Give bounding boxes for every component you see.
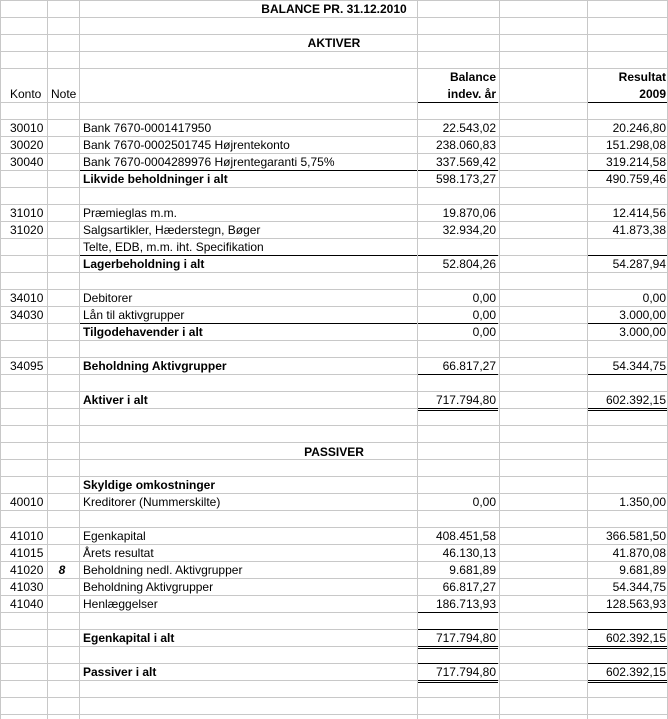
header-row-2: [0, 86, 668, 103]
konto-cell: 30010: [10, 121, 44, 135]
resultat-value: 366.581,50: [605, 529, 666, 543]
total-underline: [418, 646, 498, 647]
balance-value: 0,00: [472, 495, 496, 509]
balance-value: 238.060,83: [435, 138, 496, 152]
resultat-value: 490.759,46: [605, 172, 666, 186]
total-underline: [588, 646, 667, 647]
konto-header: Konto: [10, 87, 42, 101]
konto-cell: 40010: [10, 495, 44, 509]
total-underline: [588, 629, 667, 630]
total-underline: [418, 410, 498, 411]
balance-value: 0,00: [472, 325, 496, 339]
note-cell: [48, 528, 76, 545]
balance-value: 337.569,42: [435, 155, 496, 169]
grid-line: [0, 425, 668, 426]
total-underline: [588, 663, 667, 664]
balance-value: 46.130,13: [442, 546, 496, 560]
note-cell: [48, 324, 76, 341]
total-underline: [418, 629, 498, 630]
total-underline: [418, 648, 498, 649]
total-underline: [418, 408, 498, 409]
note-cell: [48, 307, 76, 324]
table-row: [0, 205, 668, 222]
table-row: [0, 494, 668, 511]
table-row: [0, 256, 668, 273]
sum-underline: [418, 374, 498, 375]
description-cell: Tilgodehavender i alt: [83, 325, 203, 339]
description-cell: Henlæggelser: [83, 597, 158, 611]
resultat-value: 3.000,00: [619, 325, 666, 339]
passiver-heading: PASSIVER: [304, 445, 364, 459]
grid-line: [0, 697, 668, 698]
resultat-value: 54.344,75: [612, 580, 666, 594]
table-row: [0, 528, 668, 545]
table-row: [0, 545, 668, 562]
table-row: [0, 171, 668, 188]
page-title: BALANCE PR. 31.12.2010: [261, 2, 407, 16]
note-header: Note: [51, 87, 77, 101]
resultat-value: 0,00: [642, 291, 666, 305]
sum-underline: [588, 612, 667, 613]
balance-value: 717.794,80: [435, 665, 496, 679]
balance-value: 717.794,80: [435, 393, 496, 407]
note-cell: [48, 239, 76, 256]
description-cell: Skyldige omkostninger: [83, 478, 216, 492]
resultat-value: [590, 477, 666, 494]
header-row-1: [0, 69, 668, 86]
note-cell: [48, 664, 76, 681]
note-cell: [48, 137, 76, 154]
balance-value: 66.817,27: [442, 359, 496, 373]
balance-value: 0,00: [472, 291, 496, 305]
konto-cell: 34095: [10, 359, 44, 373]
note-cell: [48, 205, 76, 222]
resultat-value: 20.246,80: [612, 121, 666, 135]
description-cell: Passiver i alt: [83, 665, 157, 679]
note-cell: [48, 120, 76, 137]
note-cell: [48, 290, 76, 307]
resultat-value: 54.344,75: [612, 359, 666, 373]
description-cell: Bank 7670-0002501745 Højrentekonto: [83, 138, 290, 152]
table-row: [0, 358, 668, 375]
table-row: [0, 477, 668, 494]
balance-value: 32.934,20: [442, 223, 496, 237]
grid-line: [0, 714, 668, 715]
resultat-value: 602.392,15: [605, 393, 666, 407]
total-underline: [588, 410, 667, 411]
resultat-value: 319.214,58: [605, 155, 666, 169]
table-row: [0, 392, 668, 409]
note-cell: [48, 222, 76, 239]
aktiver-heading: AKTIVER: [307, 36, 361, 50]
balance-period-header: indev. år: [447, 87, 496, 101]
description-cell: Aktiver i alt: [83, 393, 148, 407]
table-row: [0, 239, 668, 256]
table-row: [0, 562, 668, 579]
table-row: [0, 222, 668, 239]
resultat-value: 128.563,93: [605, 597, 666, 611]
description-cell: Salgsartikler, Hæderstegn, Bøger: [83, 223, 261, 237]
table-row: [0, 596, 668, 613]
description-cell: Bank 7670-0001417950: [83, 121, 212, 135]
konto-cell: 41040: [10, 597, 44, 611]
konto-cell: 41015: [10, 546, 44, 560]
total-underline: [588, 682, 667, 683]
table-row: [0, 630, 668, 647]
header-underline: [418, 102, 498, 103]
table-row: [0, 137, 668, 154]
konto-cell: 41020: [10, 563, 44, 577]
balance-header: Balance: [449, 70, 496, 84]
balance-value: 19.870,06: [442, 206, 496, 220]
table-row: [0, 664, 668, 681]
table-row: [0, 154, 668, 171]
total-underline: [418, 682, 498, 683]
note-cell: [48, 477, 76, 494]
table-row: [0, 290, 668, 307]
resultat-value: 602.392,15: [605, 665, 666, 679]
konto-cell: 34010: [10, 291, 44, 305]
resultat-value: [590, 239, 666, 256]
note-cell: [48, 154, 76, 171]
balance-value: 186.713,93: [435, 597, 496, 611]
resultat-value: 54.287,94: [612, 257, 666, 271]
description-cell: Likvide beholdninger i alt: [83, 172, 228, 186]
description-cell: Telte, EDB, m.m. iht. Specifikation: [83, 240, 264, 254]
resultat-value: 3.000,00: [619, 308, 666, 322]
konto-cell: 41030: [10, 580, 44, 594]
balance-value: 408.451,58: [435, 529, 496, 543]
description-cell: Beholdning Aktivgrupper: [83, 359, 227, 373]
balance-value: 717.794,80: [435, 631, 496, 645]
note-cell: [48, 579, 76, 596]
table-row: [0, 120, 668, 137]
note-cell: [48, 358, 76, 375]
resultat-value: 41.873,38: [612, 223, 666, 237]
total-underline: [588, 408, 667, 409]
sum-underline: [588, 374, 667, 375]
total-underline: [588, 648, 667, 649]
balance-value: 598.173,27: [435, 172, 496, 186]
balance-value: 52.804,26: [442, 257, 496, 271]
description-cell: Årets resultat: [83, 546, 154, 560]
description-cell: Egenkapital: [83, 529, 146, 543]
balance-value: [420, 239, 496, 256]
note-cell: [48, 630, 76, 647]
resultat-value: 602.392,15: [605, 631, 666, 645]
konto-cell: 30020: [10, 138, 44, 152]
resultat-header: Resultat: [618, 70, 666, 84]
note-cell: [48, 392, 76, 409]
note-cell: [48, 256, 76, 273]
resultat-value: 41.870,08: [612, 546, 666, 560]
konto-cell: 31020: [10, 223, 44, 237]
description-cell: Beholdning Aktivgrupper: [83, 580, 214, 594]
header-underline: [588, 102, 667, 103]
konto-cell: 30040: [10, 155, 44, 169]
total-underline: [418, 680, 498, 681]
description-cell: Beholdning nedl. Aktivgrupper: [83, 563, 243, 577]
grid-line: [0, 442, 668, 443]
konto-cell: 31010: [10, 206, 44, 220]
description-cell: Lagerbeholdning i alt: [83, 257, 205, 271]
note-cell: [48, 545, 76, 562]
description-cell: Præmieglas m.m.: [83, 206, 178, 220]
table-row: [0, 579, 668, 596]
description-cell: Kreditorer (Nummerskilte): [83, 495, 221, 509]
description-cell: Debitorer: [83, 291, 133, 305]
description-cell: Lån til aktivgrupper: [83, 308, 185, 322]
resultat-year-header: 2009: [639, 87, 666, 101]
resultat-value: 1.350,00: [619, 495, 666, 509]
konto-cell: 41010: [10, 529, 44, 543]
balance-value: 9.681,89: [449, 563, 496, 577]
note-cell: [48, 494, 76, 511]
description-cell: Bank 7670-0004289976 Højrentegaranti 5,75%: [83, 155, 335, 169]
resultat-value: 151.298,08: [605, 138, 666, 152]
konto-cell: 34030: [10, 308, 44, 322]
table-row: [0, 324, 668, 341]
balance-value: 22.543,02: [442, 121, 496, 135]
resultat-value: 9.681,89: [619, 563, 666, 577]
note-cell: 8: [58, 563, 66, 577]
description-cell: Egenkapital i alt: [83, 631, 175, 645]
note-cell: [48, 596, 76, 613]
total-underline: [588, 680, 667, 681]
balance-value: [420, 477, 496, 494]
resultat-value: 12.414,56: [612, 206, 666, 220]
table-row: [0, 307, 668, 324]
sum-underline: [418, 612, 498, 613]
balance-value: 66.817,27: [442, 580, 496, 594]
balance-value: 0,00: [472, 308, 496, 322]
total-underline: [418, 663, 498, 664]
note-cell: [48, 171, 76, 188]
